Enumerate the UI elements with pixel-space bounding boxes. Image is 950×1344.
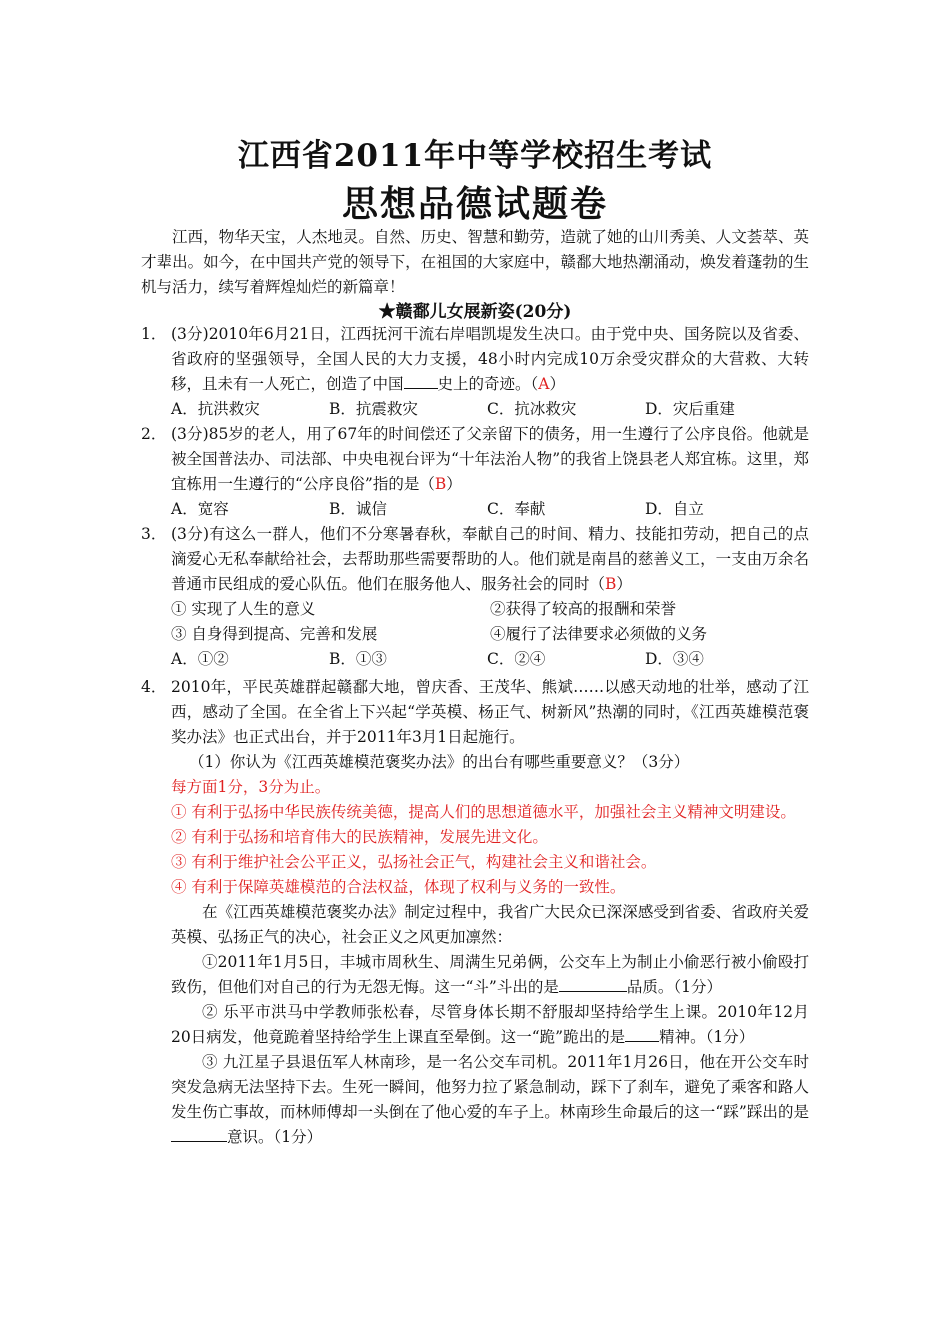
option-d: D．自立 xyxy=(645,500,704,518)
option-c: C．奉献 xyxy=(487,500,546,518)
option-a: A．抗洪救灾 xyxy=(171,400,260,418)
option-b: B．①③ xyxy=(329,650,387,668)
question-number: 2． xyxy=(141,425,167,443)
example-3 xyxy=(141,1050,809,1150)
example-text: ② 乐平市洪马中学教师张松春，尽管身体长期不舒服却坚持给学生上课。2010年12月20日病发，他竟跪着坚持给学生上课直至晕倒。这一“跪”跪出的是 xyxy=(171,1003,809,1046)
example-2 xyxy=(141,1000,809,1050)
question-text-cont: 史上的奇迹。（ xyxy=(437,375,539,393)
answer-key: B xyxy=(434,475,447,493)
example-text: ③ 九江星子县退伍军人林南珍，是一名公交车司机。2011年1月26日，他在开公交车时突发急病无法坚持下去。生死一瞬间，他努力拉了紧急制动，踩下了刹车，避免了乘客和路人发生伤亡事故，而林师傅却一头倒在了他心爱的车子上。林南珍生命最后的这一“踩”踩出的是 xyxy=(171,1053,809,1121)
answer-key: A xyxy=(538,375,550,393)
answer-blank xyxy=(171,1127,227,1142)
sub-question-1: （1）你认为《江西英雄模范褒奖办法》的出台有哪些重要意义？（3分） xyxy=(189,753,690,771)
question-number: 1． xyxy=(141,325,167,343)
option-d: D．③④ xyxy=(645,650,704,668)
exam-title: 江西省2011年中等学校招生考试 xyxy=(237,138,713,174)
question-1 xyxy=(141,322,809,397)
option-b: B．抗震救灾 xyxy=(329,400,418,418)
paren-close: ） xyxy=(549,375,565,393)
paren-close: ） xyxy=(616,575,632,593)
answer-blank xyxy=(625,1027,659,1042)
statement-1: ① 实现了人生的意义 xyxy=(171,600,316,618)
question-text: 2010年，平民英雄群起赣鄱大地，曾庆香、王茂华、熊斌……以感天动地的壮举，感动了江西，感动了全国。在全省上下兴起“学英模、杨正气、树新风”热潮的同时，《江西英雄模范褒奖办法》也正式出台，并于2011年3月1日起施行。 xyxy=(171,678,809,746)
question-text: (3分)2010年6月21日，江西抚河干流右岸唱凯堤发生决口。由于党中央、国务院以及省委、省政府的坚强领导，全国人民的大力支援，48小时内完成10万余受灾群众的大营救、大转移，且未有一人死亡，创造了中国 xyxy=(171,325,809,393)
answer-blank xyxy=(559,977,627,992)
answer-point-3: ③ 有利于维护社会公平正义，弘扬社会正气，构建社会主义和谐社会。 xyxy=(171,853,657,871)
statement-2: ②获得了较高的报酬和荣誉 xyxy=(490,600,677,618)
answer-blank xyxy=(404,374,438,389)
answer-point-4: ④ 有利于保障英雄模范的合法权益，体现了权利与义务的一致性。 xyxy=(171,878,626,896)
question-text: (3分)85岁的老人，用了67年的时间偿还了父亲留下的债务，用一生遵行了公序良俗。他就是被全国普法办、司法部、中央电视台评为“十年法治人物”的我省上饶县老人郑宜栋。这里，郑宜栋用一生遵行的“公序良俗”指的是（ xyxy=(171,425,809,493)
example-text-end: 意识。（1分） xyxy=(227,1128,323,1146)
example-text: ①2011年1月5日，丰城市周秋生、周满生兄弟俩，公交车上为制止小偷恶行被小偷殴打致伤，但他们对自己的行为无怨无悔。这一“斗”斗出的是 xyxy=(171,953,809,996)
example-text-end: 精神。（1分） xyxy=(659,1028,755,1046)
q3-options xyxy=(141,647,809,672)
question-text: (3分)有这么一群人，他们不分寒暑春秋，奉献自己的时间、精力、技能扣劳动，把自己的点滴爱心无私奉献给社会，去帮助那些需要帮助的人。他们就是南昌的慈善义工，一支由万余名普通市民组成的爱心队伍。他们在服务他人、服务社会的同时（ xyxy=(171,525,809,593)
option-c: C．②④ xyxy=(487,650,546,668)
context-paragraph: 在《江西英雄模范褒奖办法》制定过程中，我省广大民众已深深感受到省委、省政府关爱英模、弘扬正气的决心，社会正义之风更加凛然： xyxy=(171,903,809,946)
option-a: A．宽容 xyxy=(171,500,229,518)
option-b: B．诚信 xyxy=(329,500,387,518)
paren-close: ） xyxy=(446,475,462,493)
question-3 xyxy=(141,522,809,597)
option-a: A．①② xyxy=(171,650,229,668)
option-d: D．灾后重建 xyxy=(645,400,735,418)
option-c: C．抗冰救灾 xyxy=(487,400,577,418)
q1-options xyxy=(141,397,809,422)
intro-paragraph: 江西，物华天宝，人杰地灵。自然、历史、智慧和勤劳，造就了她的山川秀美、人文荟萃、英才辈出。如今，在中国共产党的领导下，在祖国的大家庭中，赣鄱大地热潮涌动，焕发着蓬勃的生机与活力，续写着辉煌灿烂的新篇章！ xyxy=(141,228,809,296)
answer-point-1: ① 有利于弘扬中华民族传统美德，提高人们的思想道德水平，加强社会主义精神文明建设。 xyxy=(171,803,796,821)
q3-items-row2 xyxy=(141,622,809,647)
section-heading: ★赣鄱儿女展新姿(20分) xyxy=(378,302,572,322)
statement-3: ③ 自身得到提高、完善和发展 xyxy=(171,625,378,643)
q3-items-row1 xyxy=(141,597,809,622)
answer-key: B xyxy=(605,575,617,593)
question-4 xyxy=(141,675,809,750)
question-2 xyxy=(141,422,809,497)
questions-body xyxy=(141,322,809,1150)
exam-subtitle: 思想品德试题卷 xyxy=(341,183,608,225)
question-number: 4． xyxy=(141,678,167,696)
example-text-end: 品质。（1分） xyxy=(626,978,722,996)
example-1 xyxy=(141,950,809,1000)
scoring-note: 每方面1分，3分为止。 xyxy=(171,778,331,796)
question-number: 3． xyxy=(141,525,167,543)
q2-options xyxy=(141,497,809,522)
statement-4: ④履行了法律要求必须做的义务 xyxy=(490,625,708,643)
answer-point-2: ② 有利于弘扬和培育伟大的民族精神，发展先进文化。 xyxy=(171,828,548,846)
